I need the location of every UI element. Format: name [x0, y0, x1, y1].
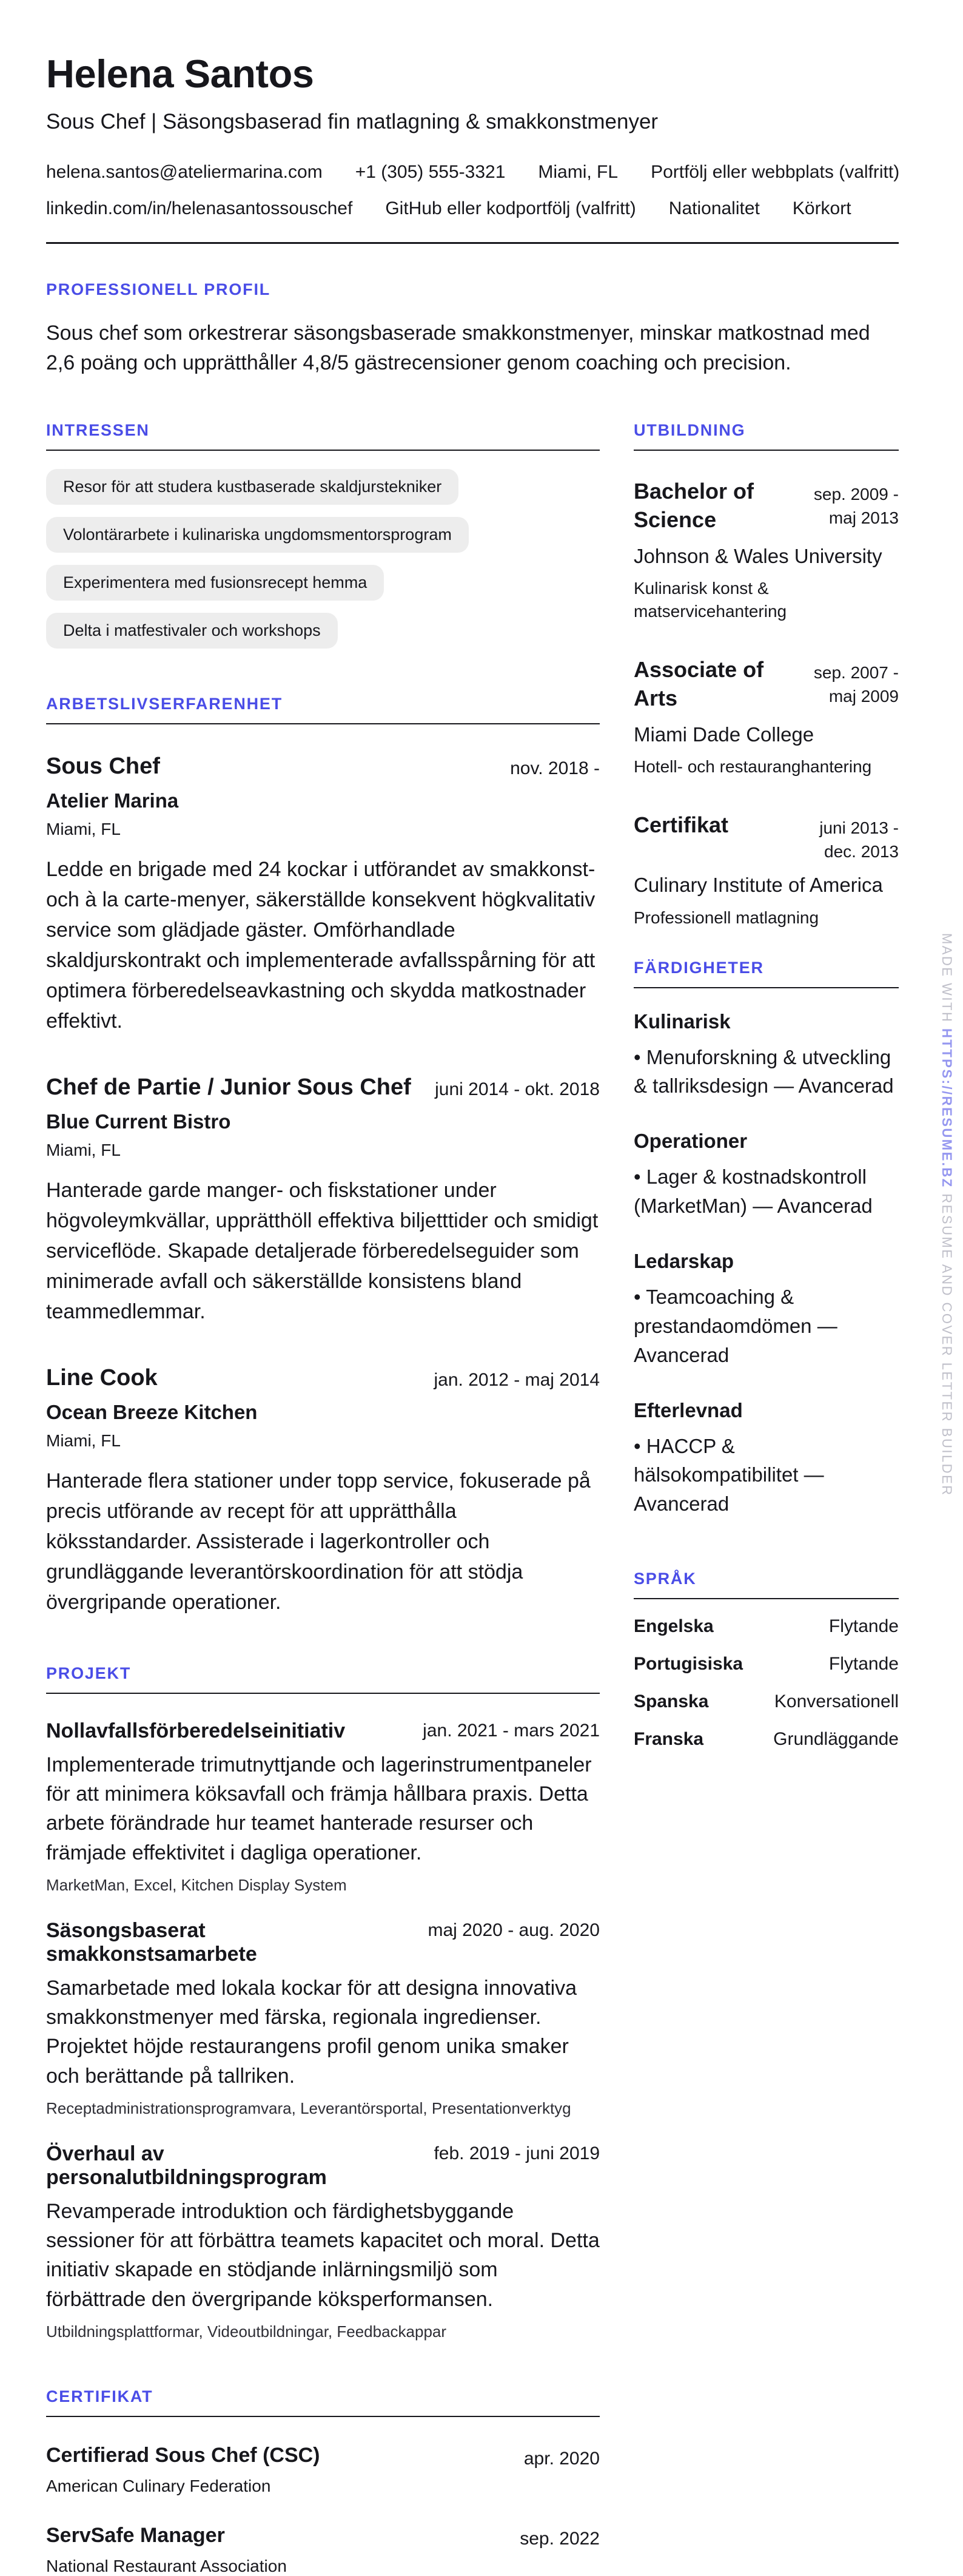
- skill-group: [634, 1250, 899, 1370]
- contact-nationality-placeholder: Nationalitet: [668, 198, 760, 218]
- watermark-url[interactable]: HTTPS://RESUME.BZ: [939, 1028, 955, 1189]
- project-tools: Utbildningsplattformar, Videoutbildningar, Feedbackappar: [46, 2322, 447, 2341]
- language-list: [634, 1616, 899, 1750]
- section-education: [634, 421, 899, 929]
- project-header: [46, 1719, 600, 1743]
- education-entry: [634, 656, 899, 778]
- experience-entry: [46, 754, 600, 1037]
- certificate-header: [46, 2524, 600, 2549]
- language-row: [634, 1654, 899, 1674]
- candidate-tagline: Sous Chef | Säsongsbaserad fin matlagning & smakkonstmenyer: [46, 110, 659, 133]
- field-of-study: Professionell matlagning: [634, 908, 819, 927]
- degree-title: Certifikat: [634, 812, 729, 837]
- contact-row-2: [46, 198, 899, 219]
- resume-page: [46, 51, 899, 2576]
- education-heading: UTBILDNING: [634, 421, 899, 451]
- skill-item: • HACCP & hälsokompatibilitet — Avancerad: [634, 1434, 824, 1516]
- certificate-header: [46, 2444, 600, 2469]
- skills-list: [634, 1010, 899, 1519]
- project-dates: maj 2020 - aug. 2020: [428, 1920, 600, 1940]
- language-level: Flytande: [828, 1616, 899, 1637]
- experience-heading: ARBETSLIVSERFARENHET: [46, 695, 600, 724]
- school-name: Culinary Institute of America: [634, 874, 883, 897]
- education-entry: [634, 477, 899, 623]
- job-dates: jan. 2012 - maj 2014: [434, 1369, 600, 1390]
- language-level: Konversationell: [774, 1691, 899, 1712]
- header-divider: [46, 242, 899, 244]
- job-title: Chef de Partie / Junior Sous Chef: [46, 1074, 411, 1101]
- resume-header: [46, 51, 899, 244]
- project-dates: jan. 2021 - mars 2021: [423, 1720, 600, 1741]
- certificate-title: Certifierad Sous Chef (CSC): [46, 2443, 320, 2467]
- job-description: Hanterade garde manger- och fiskstationer under högvoleymkvällar, upprätthöll effektiva biljetttider och smidigt serviceflöde. Skapade detaljerade förberedelseguider som minimerade avfall och säkerställde konsistens bland teammedlemmar.: [46, 1179, 599, 1323]
- education-dates: sep. 2007 - maj 2009: [813, 663, 899, 706]
- skill-category: Efterlevnad: [634, 1398, 743, 1421]
- language-name: Portugisiska: [634, 1654, 743, 1674]
- section-projects: [46, 1664, 600, 2341]
- skill-item: • Lager & kostnadskontroll (MarketMan) — Avancerad: [634, 1165, 873, 1218]
- section-certificates: [46, 2387, 600, 2576]
- interest-pill: Delta i matfestivaler och workshops: [46, 613, 338, 649]
- degree-title: Associate of Arts: [634, 656, 764, 710]
- project-title: Överhaul av personalutbildningsprogram: [46, 2142, 327, 2189]
- school-name: Miami Dade College: [634, 723, 814, 746]
- contact-email[interactable]: helena.santos@ateliermarina.com: [46, 162, 323, 182]
- section-experience: [46, 695, 600, 1618]
- language-name: Spanska: [634, 1691, 709, 1712]
- interest-pill: Experimentera med fusionsrecept hemma: [46, 565, 384, 601]
- section-skills: [634, 959, 899, 1519]
- job-header: [46, 1074, 600, 1101]
- skill-group: [634, 1130, 899, 1221]
- education-header: [634, 477, 899, 534]
- watermark-tagline: RESUME AND COVER LETTER BUILDER: [939, 1193, 955, 1497]
- two-column-layout: [46, 421, 899, 2576]
- education-header: [634, 811, 899, 863]
- left-column: [46, 421, 600, 2576]
- job-dates: nov. 2018 -: [510, 758, 600, 779]
- school-name: Johnson & Wales University: [634, 544, 882, 567]
- education-dates: juni 2013 - dec. 2013: [819, 818, 899, 861]
- certificate-dates: apr. 2020: [523, 2448, 600, 2469]
- skill-category: Kulinarisk: [634, 1010, 731, 1033]
- certificate-entry: [46, 2524, 600, 2576]
- interest-pill: Volontärarbete i kulinariska ungdomsmentorsprogram: [46, 517, 469, 553]
- education-entry: [634, 811, 899, 929]
- job-company: Atelier Marina: [46, 789, 179, 812]
- interest-pill-list: [46, 469, 600, 649]
- project-title: Säsongsbaserat smakkonstsamarbete: [46, 1918, 257, 1966]
- certificate-title: ServSafe Manager: [46, 2523, 225, 2547]
- field-of-study: Kulinarisk konst & matservicehantering: [634, 579, 787, 621]
- languages-heading: SPRÅK: [634, 1570, 899, 1599]
- language-level: Grundläggande: [773, 1729, 899, 1750]
- experience-entry: [46, 1074, 600, 1327]
- profile-text: Sous chef som orkestrerar säsongsbaserade smakkonstmenyer, minskar matkostnad med 2,6 poäng och upprätthåller 4,8/5 gästrecensioner genom coaching och precision.: [46, 322, 870, 374]
- section-interests: [46, 421, 600, 649]
- skill-item: • Teamcoaching & prestandaomdömen — Avancerad: [634, 1285, 837, 1366]
- job-dates: juni 2014 - okt. 2018: [435, 1079, 600, 1100]
- profile-heading: PROFESSIONELL PROFIL: [46, 280, 271, 298]
- job-title: Sous Chef: [46, 754, 160, 780]
- education-dates: sep. 2009 - maj 2013: [813, 485, 899, 528]
- contact-github-placeholder[interactable]: GitHub eller kodportfölj (valfritt): [385, 198, 636, 218]
- project-entry: [46, 1919, 600, 2118]
- project-description: Samarbetade med lokala kockar för att designa innovativa smakkonstmenyer med färska, regionala ingredienser. Projektet höjde restaurangens profil genom unika smaker och berättande på tallriken.: [46, 1976, 577, 2088]
- education-header: [634, 656, 899, 713]
- certificate-issuer: American Culinary Federation: [46, 2476, 271, 2495]
- language-row: [634, 1691, 899, 1712]
- job-header: [46, 1365, 600, 1391]
- section-languages: [634, 1570, 899, 1750]
- project-dates: feb. 2019 - juni 2019: [434, 2143, 600, 2163]
- experience-entry: [46, 1365, 600, 1618]
- language-name: Engelska: [634, 1616, 714, 1637]
- interests-heading: INTRESSEN: [46, 421, 600, 451]
- project-tools: MarketMan, Excel, Kitchen Display System: [46, 1875, 347, 1894]
- contact-drivers-license-placeholder: Körkort: [792, 198, 851, 218]
- job-location: Miami, FL: [46, 1141, 121, 1160]
- contact-website-placeholder[interactable]: Portfölj eller webbplats (valfritt): [651, 162, 900, 182]
- candidate-name: Helena Santos: [46, 52, 314, 96]
- job-description: Ledde en brigade med 24 kockar i utförandet av smakkonst- och à la carte-menyer, säkerställde konsekvent högkvalitativ service som glädjade gäster. Omförhandlade skaldjurskontrakt och implementerade avfallsspårning för att optimera förberedelseavkastning och skydda matkostnader effektivt.: [46, 858, 596, 1033]
- right-column: [634, 421, 899, 2576]
- interest-pill: Resor för att studera kustbaserade skaldjurstekniker: [46, 469, 458, 505]
- section-professional-profile: [46, 280, 899, 377]
- project-tools: Receptadministrationsprogramvara, Leverantörsportal, Presentationverktyg: [46, 2099, 571, 2117]
- skill-group: [634, 1399, 899, 1519]
- project-entry: [46, 1719, 600, 1895]
- job-description: Hanterade flera stationer under topp service, fokuserade på precis utförande av recept för att upprätthålla köksstandarder. Assisterade i lagerkontroller och grundläggande leverantörskoordination för att stödja övergripande operationer.: [46, 1469, 591, 1614]
- contact-linkedin[interactable]: linkedin.com/in/helenasantossouschef: [46, 198, 353, 218]
- job-location: Miami, FL: [46, 820, 121, 839]
- degree-title: Bachelor of Science: [634, 479, 754, 533]
- certificates-heading: CERTIFIKAT: [46, 2387, 600, 2417]
- project-title: Nollavfallsförberedelseinitiativ: [46, 1719, 346, 1742]
- language-level: Flytande: [828, 1654, 899, 1674]
- skill-category: Ledarskap: [634, 1249, 734, 1272]
- skill-item: • Menuforskning & utveckling & tallriksdesign — Avancerad: [634, 1045, 894, 1097]
- certificate-issuer: National Restaurant Association: [46, 2556, 287, 2575]
- project-entry: [46, 2142, 600, 2341]
- project-description: Revamperade introduktion och färdighetsbyggande sessioner för att förbättra teamets kapacitet och moral. Detta initiativ skapade en stödjande inlärningsmiljö som förbättrade den övergripande köksperformansen.: [46, 2199, 600, 2311]
- job-location: Miami, FL: [46, 1431, 121, 1450]
- project-header: [46, 2142, 600, 2190]
- language-row: [634, 1616, 899, 1637]
- skill-group: [634, 1010, 899, 1101]
- watermark-made-with: MADE WITH: [939, 933, 955, 1023]
- job-header: [46, 754, 600, 780]
- projects-heading: PROJEKT: [46, 1664, 600, 1694]
- job-title: Line Cook: [46, 1364, 158, 1391]
- field-of-study: Hotell- och restauranghantering: [634, 757, 872, 777]
- language-name: Franska: [634, 1729, 704, 1750]
- skill-category: Operationer: [634, 1130, 748, 1153]
- contact-location: Miami, FL: [538, 162, 619, 182]
- watermark: [939, 933, 955, 1497]
- certificate-dates: sep. 2022: [520, 2528, 600, 2549]
- skills-heading: FÄRDIGHETER: [634, 959, 899, 988]
- project-description: Implementerade trimutnyttjande och lagerinstrumentpaneler för att minimera köksavfall och främja hållbara praxis. Detta arbete förändrade hur teamet hanterade resurser och främjade effektivitet i dagliga operationer.: [46, 1753, 592, 1864]
- contact-row-1: [46, 162, 899, 183]
- certificate-entry: [46, 2444, 600, 2496]
- language-row: [634, 1729, 899, 1750]
- project-header: [46, 1919, 600, 1966]
- job-company: Ocean Breeze Kitchen: [46, 1400, 258, 1423]
- contact-phone[interactable]: +1 (305) 555-3321: [355, 162, 506, 182]
- job-company: Blue Current Bistro: [46, 1110, 231, 1133]
